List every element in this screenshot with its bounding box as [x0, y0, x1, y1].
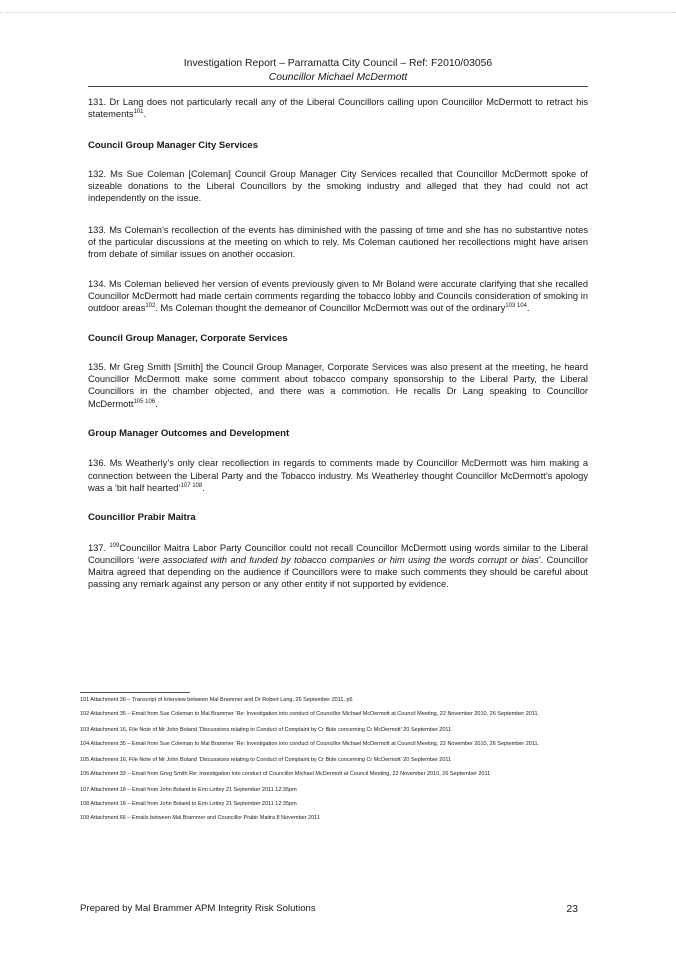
footnote-ref: 102 — [145, 303, 156, 310]
paragraph-137: 137. $^{109}$Councillor Maitra Labor Party Councillor could not recall Councillor McDermott using words similar to the Liberal Councillors ‘were associated with and funded by tobacco companies or him using the words corrupt or bias’. Councillor Maitra agreed that depending on the audience if Councillors were to make such comments they should be careful about passing any remark against any person or any other entity if not supported by evidence. — [88, 542, 588, 590]
section-heading-corporate-services: Council Group Manager, Corporate Services — [88, 332, 288, 344]
footnote-105: 105 Attachment 16, File Note of Mr John Boland ‘Discussions relating to Conduct of Complaint by Cr Bide concerning Cr McDermott’ 20 September 2011 — [80, 757, 452, 763]
page-header — [88, 57, 588, 85]
paragraph-135: 135. Mr Greg Smith [Smith] the Council Group Manager, Corporate Services was also present at the meeting, he heard Councillor McDermott make some comment about tobacco company sponsorship to the Liberal Party, the Liberal Councillors in the chamber objected, and there was a commotion. He recalls Dr Lang speaking to Councillor McDermott$^{105 106}$. — [88, 361, 588, 409]
footnote-ref: 105 106 — [133, 398, 156, 405]
page-footer — [80, 903, 578, 914]
page-top-border — [0, 12, 676, 13]
paragraph-134: 134. Ms Coleman believed her version of events previously given to Mr Boland were accurate clarifying that she recalled Councillor McDermott had made certain comments regarding the tobacco lobby and Councils consideration of smoking in outdoor areas$^{102}$. Ms Coleman thought the demeanor of Councillor McDermott was out of the ordinary$^{103 104}$. — [88, 278, 588, 314]
page-number: 23 — [566, 903, 578, 915]
footnote-103: 103 Attachment 16, File Note of Mr John Boland ‘Discussions relating to Conduct of Complaint by Cr Bide concerning Cr McDermott’ 20 September 2011 — [80, 727, 452, 733]
header-rule — [88, 86, 588, 87]
footnote-106: 106 Attachment 33 – Email from Greg Smith Re: Investigation into conduct of Councillor Michael McDermott at Council Meeting, 22 November 2010, 26 September 2011 — [80, 771, 491, 777]
footnote-ref: 101 — [133, 109, 144, 116]
footnote-rule — [80, 692, 190, 693]
footnote-104: 104 Attachment 35 – Email from Sue Coleman to Mal Brammer ‘Re: Investigation into conduct of Councillor Michael McDermott at Council Meeting, 22 November 2010, 26 September 2011. — [80, 741, 540, 747]
footnote-108: 108 Attachment 18 – Email from John Boland to Erin Lottey 21 September 2011 12:35pm — [80, 801, 297, 807]
section-heading-city-services: Council Group Manager City Services — [88, 139, 258, 151]
section-heading-councillor-maitra: Councillor Prabir Maitra — [88, 512, 196, 524]
footnote-102: 102 Attachment 35 – Email from Sue Coleman to Mal Brammer ‘Re: Investigation into conduct of Councillor Michael McDermott at Council Meeting, 22 November 2010, 26 September 2011. — [80, 711, 540, 717]
report-body — [88, 96, 588, 591]
section-heading-outcomes-development: Group Manager Outcomes and Development — [88, 428, 290, 440]
footnote-101: 101 Attachment 36 – Transcript of Interview between Mal Brammer and Dr Robert Lang, 26 September 2011, p5 — [80, 697, 353, 703]
prepared-by: Prepared by Mal Brammer APM Integrity Risk Solutions — [80, 903, 316, 914]
footnotes — [80, 697, 580, 822]
header-title: Investigation Report – Parramatta City Council – Ref: F2010/03056 — [183, 58, 493, 69]
footnote-107: 107 Attachment 18 – Email from John Boland to Erin Lottey 21 September 2011 12:35pm — [80, 787, 297, 793]
paragraph-132: 132. Ms Sue Coleman [Coleman] Council Group Manager City Services recalled that Councillor McDermott spoke of sizeable donations to the Liberal Councillors by the smoking industry and alleged that they had could not act independently on the issue. — [88, 168, 588, 204]
paragraph-131: 131. Dr Lang does not particularly recall any of the Liberal Councillors calling upon Councillor McDermott to retract his statements$^{101}$. — [88, 97, 588, 120]
footnote-ref: 103 104 — [505, 303, 527, 310]
footnote-109: 109 Attachment 66 – Emails between Mal Brammer and Councillor Prabir Maitra 8 November 2011 — [80, 815, 320, 821]
footnote-ref: 107 108 — [180, 482, 203, 489]
paragraph-133: 133. Ms Coleman’s recollection of the events has diminished with the passing of time and she has no substantive notes of the particular discussions at the meeting on which to rely. Ms Coleman cautioned her recollections might have arisen from debate of similar issues on another occasion. — [88, 224, 588, 260]
header-subtitle: Councillor Michael McDermott — [268, 72, 408, 83]
footnote-ref: 109 — [109, 542, 120, 549]
paragraph-136: 136. Ms Weatherly’s only clear recollection in regards to comments made by Councillor McDermott was him making a connection between the Liberal Party and the Tobacco industry. Ms Weatherley thought Councillor McDermott’s apology was a ‘bit half hearted’$^{107 108}$. — [88, 458, 588, 493]
